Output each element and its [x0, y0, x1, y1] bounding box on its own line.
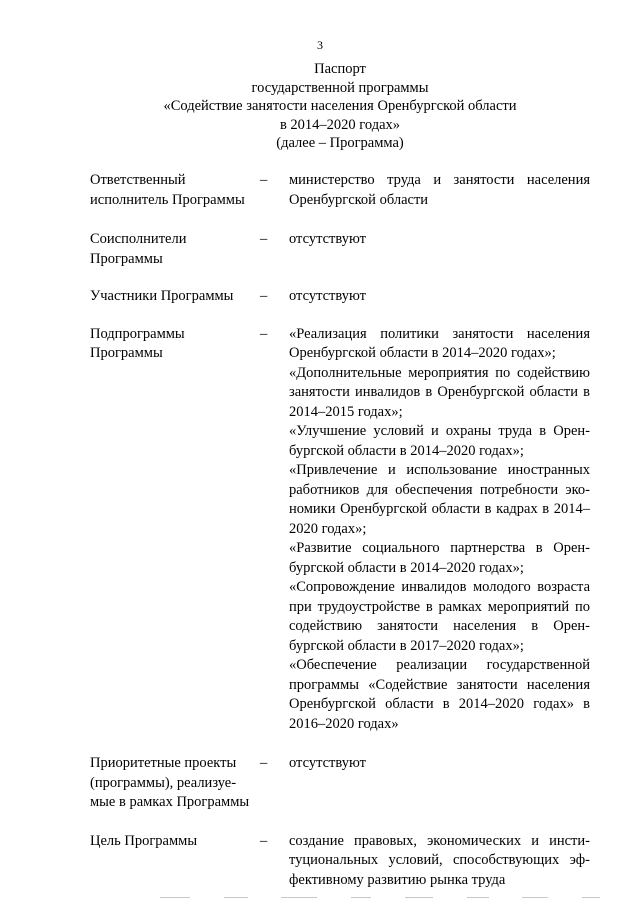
row-label-line: Участники Программы — [90, 288, 234, 304]
row-label — [90, 325, 260, 735]
row-value — [289, 832, 590, 891]
row-dash: – — [260, 832, 268, 849]
subprogram-item: «Привлечение и использование иностранных работников для обеспечения потребности экономики Оренбургской области в кадрах в 2014–2020 годах»; — [289, 462, 590, 537]
row-label — [90, 171, 260, 210]
row-label-line: Соисполнители — [90, 231, 187, 247]
row-dash: – — [260, 755, 268, 771]
row-label — [90, 287, 260, 307]
value-paragraph: отсутствуют — [289, 231, 366, 247]
row-label-line: Программы — [90, 345, 163, 361]
passport-row-goal — [90, 832, 590, 891]
heading-line-1: Паспорт — [314, 61, 366, 77]
row-label-line: Программы — [90, 250, 163, 267]
row-label-line: мые в рамках Программы — [90, 794, 250, 810]
subprogram-item: «Обеспечение реализации государственной программы «Содействие занятости населения Оренбургской области в 2014–2020 годах» в 2016–2020 годах» — [289, 657, 590, 732]
subprogram-item: «Реализация политики занятости населения Оренбургской области в 2014–2020 годах»; — [289, 325, 590, 361]
value-paragraph: отсутствуют — [289, 288, 366, 304]
scan-artifact-marks — [160, 897, 600, 900]
value-paragraph: создание правовых, экономических и институциональных условий, способствующих эффективному развитию рынка труда — [289, 832, 590, 888]
row-label-line: Подпрограммы — [90, 325, 185, 342]
value-paragraph: отсутствуют — [289, 755, 366, 771]
row-label-line: исполнитель Программы — [90, 191, 245, 208]
passport-row-priority-projects — [90, 754, 590, 813]
row-label-line: Цель Программы — [90, 832, 198, 849]
passport-row-subprograms — [90, 325, 590, 735]
passport-row-co-executors — [90, 230, 590, 269]
passport-row-responsible-executor — [90, 171, 590, 210]
row-value — [289, 754, 590, 813]
row-value — [289, 230, 590, 269]
heading-line-4: в 2014–2020 годах» — [279, 116, 401, 133]
page-number: 3 — [317, 38, 323, 52]
row-dash: – — [260, 288, 268, 304]
row-value — [289, 171, 590, 210]
row-label — [90, 230, 260, 269]
subprogram-item: «Развитие социального партнерства в Оренбургской области в 2014–2020 годах»; — [289, 540, 590, 576]
row-dash: – — [260, 172, 268, 188]
row-value — [289, 325, 590, 735]
subprogram-item: «Дополнительные мероприятия по содействию занятости инвалидов в Оренбургской области в 2014–2015 годах»; — [289, 364, 590, 420]
row-dash: – — [260, 231, 268, 247]
subprogram-item: «Улучшение условий и охраны труда в Оренбургской области в 2014–2020 годах»; — [289, 423, 590, 459]
heading-line-3: «Содействие занятости населения Оренбургской области — [163, 98, 517, 114]
row-dash: – — [260, 325, 268, 342]
document-heading — [90, 60, 590, 153]
row-label — [90, 832, 260, 891]
row-label-line: Приоритетные проекты — [90, 755, 237, 771]
passport-row-participants — [90, 287, 590, 307]
row-value — [289, 287, 590, 307]
value-paragraph: министерство труда и занятости населения Оренбургской области — [289, 172, 590, 208]
heading-line-2: государственной программы — [251, 79, 429, 96]
subprogram-item: «Сопровождение инвалидов молодого возраста при трудоустройстве в рамках мероприятий по содействию занятости населения в Оренбургской области в 2017–2020 годах»; — [289, 579, 590, 654]
heading-line-5: (далее – Программа) — [276, 135, 404, 151]
row-label — [90, 754, 260, 813]
row-label-line: (программы), реализуе- — [90, 774, 237, 791]
row-label-line: Ответственный — [90, 172, 186, 188]
passport-table — [90, 171, 590, 890]
